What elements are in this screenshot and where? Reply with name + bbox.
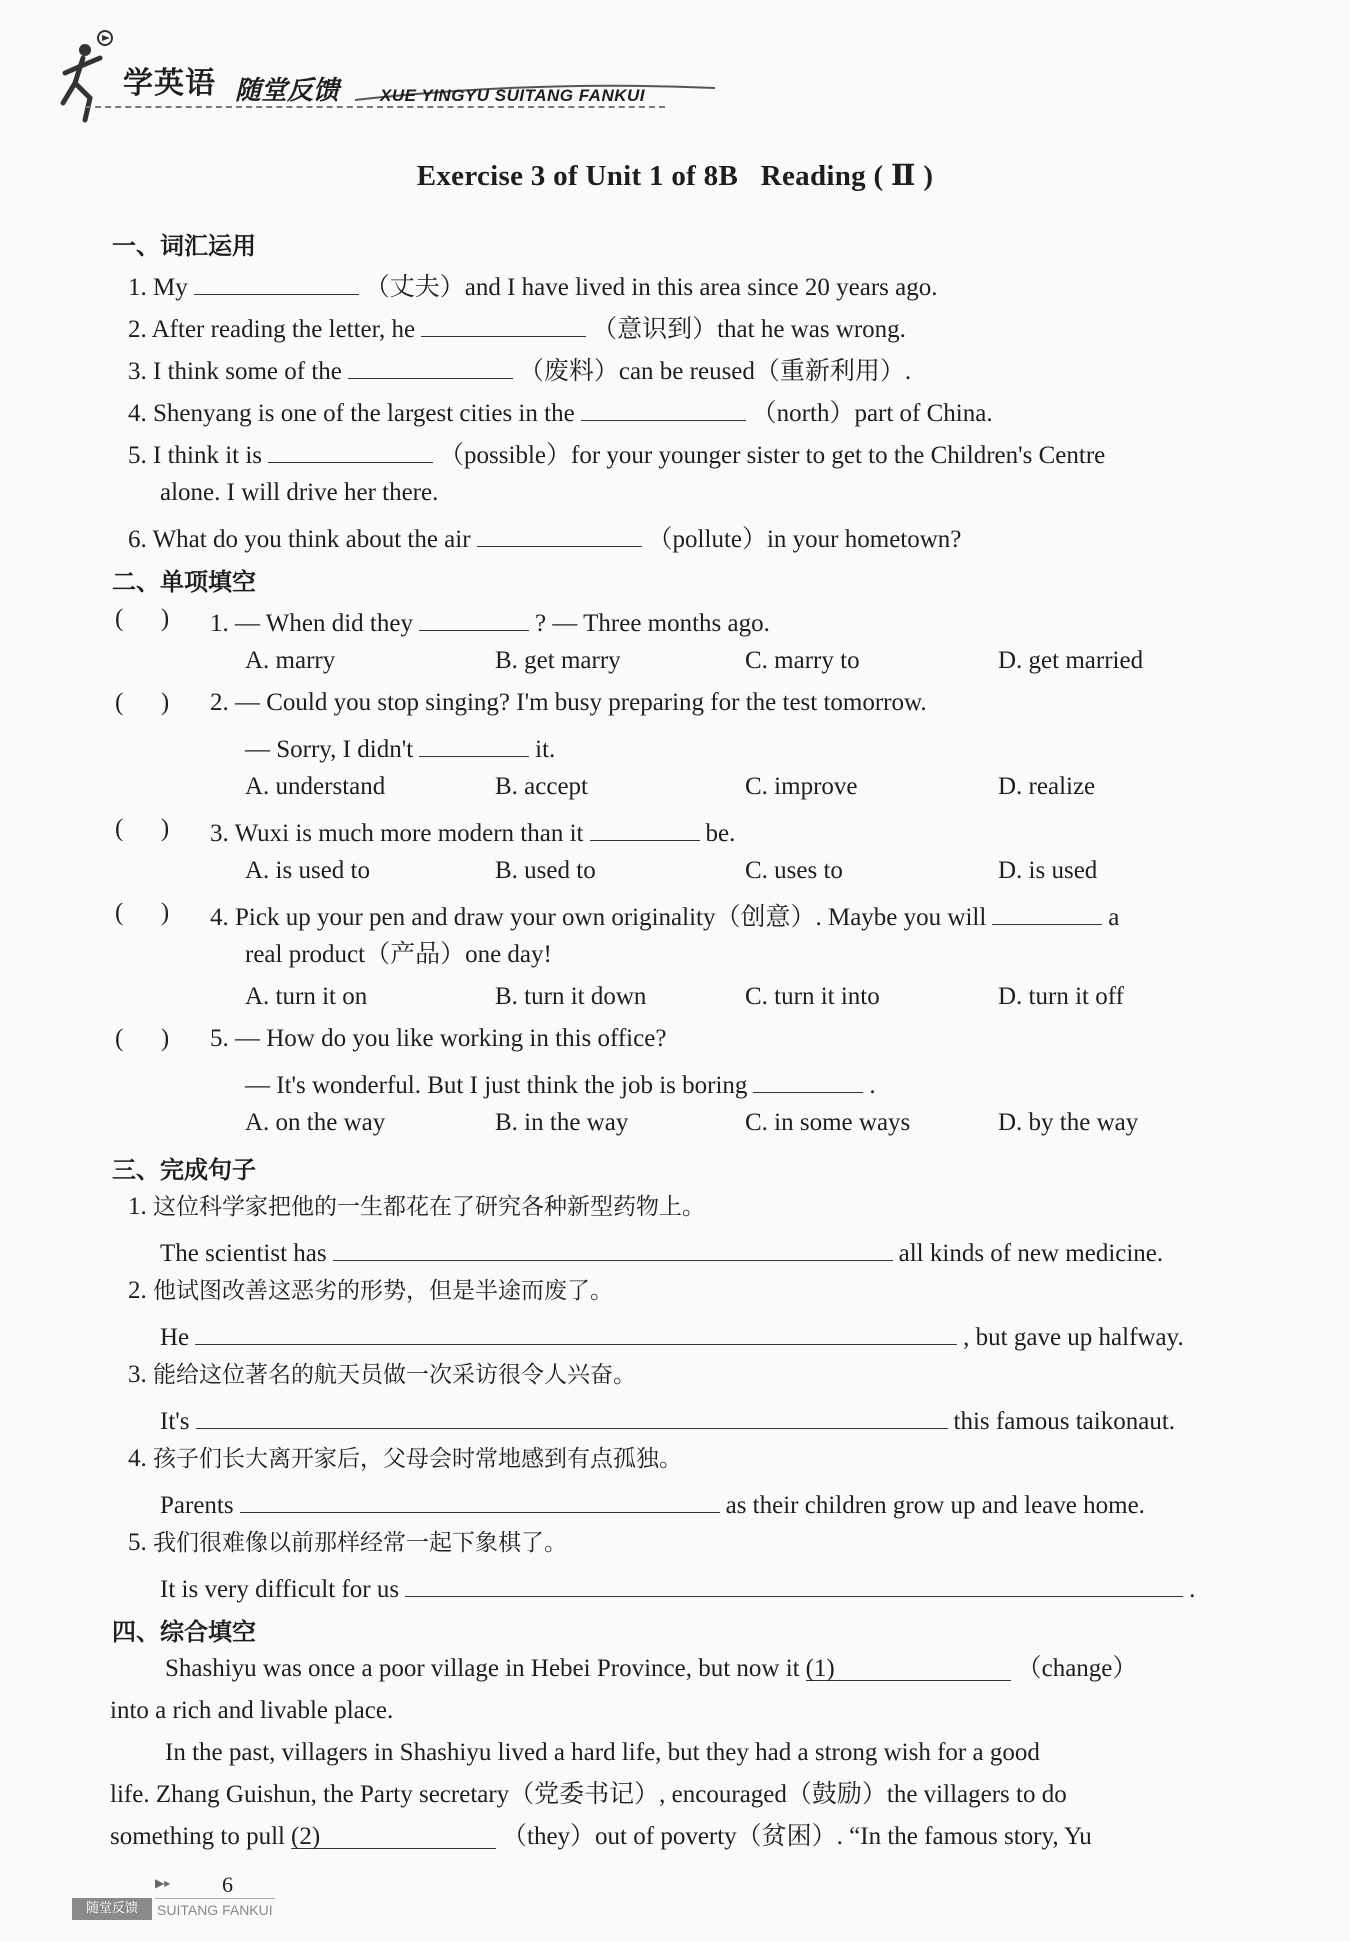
answer-paren[interactable]: ( ) <box>115 689 170 716</box>
sentence-3-chinese: 3. 能给这位著名的航天员做一次采访很令人兴奋。 <box>128 1361 636 1388</box>
passage-line-3: In the past, villagers in Shashiyu lived a hard life, but they had a strong wish for a good <box>165 1739 1040 1766</box>
sentence-3-english: It's this famous taikonaut. <box>160 1402 1175 1437</box>
mc-question-2: 2. — Could you stop singing? I'm busy preparing for the test tomorrow. <box>210 689 927 716</box>
answer-blank[interactable] <box>581 394 746 421</box>
answer-paren[interactable]: ( ) <box>115 815 170 842</box>
cloze-blank-1[interactable]: (1) <box>806 1654 1011 1681</box>
vocab-item-1: 1. My （丈夫）and I have lived in this area since 20 years ago. <box>128 268 937 303</box>
mc-question-5: 5. — How do you like working in this office? <box>210 1025 667 1052</box>
footer-rule <box>155 1898 275 1899</box>
vocab-item-6: 6. What do you think about the air （pollute）in your hometown? <box>128 520 961 555</box>
sentence-2-english: He , but gave up halfway. <box>160 1318 1184 1353</box>
mc-5-option-d[interactable]: D. by the way <box>998 1109 1139 1136</box>
sentence-5-english: It is very difficult for us . <box>160 1570 1195 1605</box>
runner-logo-icon <box>55 28 125 123</box>
mc-2-option-d[interactable]: D. realize <box>998 773 1096 800</box>
logo-subtitle: 随堂反馈 <box>235 76 340 106</box>
answer-blank[interactable] <box>240 1486 720 1513</box>
answer-blank <box>992 898 1102 925</box>
page-title: Exercise 3 of Unit 1 of 8B Reading ( Ⅱ ) <box>416 160 934 192</box>
sentence-1-chinese: 1. 这位科学家把他的一生都花在了研究各种新型药物上。 <box>128 1193 705 1220</box>
sentence-4-english: Parents as their children grow up and leave home. <box>160 1486 1145 1521</box>
footer-pinyin: SUITANG FANKUI <box>157 1902 273 1918</box>
sentence-2-chinese: 2. 他试图改善这恶劣的形势，但是半途而废了。 <box>128 1277 613 1304</box>
header-dashed-rule <box>85 106 665 108</box>
mc-question-5-reply: — It's wonderful. But I just think the job is boring . <box>245 1066 876 1101</box>
answer-blank <box>419 730 529 757</box>
sentence-5-chinese: 5. 我们很难像以前那样经常一起下象棋了。 <box>128 1529 567 1556</box>
vocab-item-5: 5. I think it is （possible）for your younger sister to get to the Children's Centre <box>128 436 1105 471</box>
answer-paren[interactable]: ( ) <box>115 1025 170 1052</box>
passage-line-4: life. Zhang Guishun, the Party secretary（党委书记）, encouraged（鼓励）the villagers to do <box>110 1781 1067 1808</box>
mc-5-option-a[interactable]: A. on the way <box>245 1109 386 1136</box>
logo-title: 学英语 <box>123 66 216 101</box>
section-title-multiple-choice: 二、单项填空 <box>112 568 256 596</box>
answer-paren[interactable]: ( ) <box>115 605 170 632</box>
answer-blank[interactable] <box>195 1318 957 1345</box>
mc-2-option-c[interactable]: C. improve <box>745 773 858 800</box>
answer-blank <box>753 1066 863 1093</box>
vocab-item-2: 2. After reading the letter, he （意识到）that he was wrong. <box>128 310 906 345</box>
mc-5-option-b[interactable]: B. in the way <box>495 1109 629 1136</box>
vocab-item-3: 3. I think some of the （废料）can be reused（重新利用）. <box>128 352 911 387</box>
mc-question-4-continued: real product（产品）one day! <box>245 941 552 968</box>
mc-3-option-d[interactable]: D. is used <box>998 857 1098 884</box>
answer-paren[interactable]: ( ) <box>115 899 170 926</box>
answer-blank[interactable] <box>268 436 433 463</box>
mc-1-option-b[interactable]: B. get marry <box>495 647 621 674</box>
answer-blank[interactable] <box>194 268 359 295</box>
section-title-cloze: 四、综合填空 <box>112 1618 256 1646</box>
answer-blank[interactable] <box>477 520 642 547</box>
vocab-item-5-continued: alone. I will drive her there. <box>160 479 439 506</box>
header <box>55 28 675 128</box>
passage-line-2: into a rich and livable place. <box>110 1697 394 1724</box>
page-number: 6 <box>222 1872 233 1897</box>
logo-pinyin: XUE YINGYU SUITANG FANKUI <box>380 86 646 105</box>
mc-1-option-c[interactable]: C. marry to <box>745 647 860 674</box>
mc-4-option-a[interactable]: A. turn it on <box>245 983 368 1010</box>
answer-blank[interactable] <box>421 310 586 337</box>
mc-1-option-a[interactable]: A. marry <box>245 647 336 674</box>
mc-2-option-b[interactable]: B. accept <box>495 773 589 800</box>
mc-3-option-c[interactable]: C. uses to <box>745 857 843 884</box>
mc-question-4: 4. Pick up your pen and draw your own originality（创意）. Maybe you will a <box>210 898 1119 933</box>
passage-line-5: something to pull (2) （they）out of poverty（贫困）. “In the famous story, Yu <box>110 1823 1092 1850</box>
mc-question-3: 3. Wuxi is much more modern than it be. <box>210 814 735 849</box>
sentence-1-english: The scientist has all kinds of new medicine. <box>160 1234 1163 1269</box>
answer-blank[interactable] <box>333 1234 893 1261</box>
mc-4-option-c[interactable]: C. turn it into <box>745 983 880 1010</box>
mc-1-option-d[interactable]: D. get married <box>998 647 1144 674</box>
sentence-4-chinese: 4. 孩子们长大离开家后，父母会时常地感到有点孤独。 <box>128 1445 682 1472</box>
mc-4-option-b[interactable]: B. turn it down <box>495 983 647 1010</box>
mc-3-option-a[interactable]: A. is used to <box>245 857 370 884</box>
mc-3-option-b[interactable]: B. used to <box>495 857 596 884</box>
section-title-complete-sentences: 三、完成句子 <box>112 1156 256 1184</box>
answer-blank <box>419 604 529 631</box>
answer-blank[interactable] <box>405 1570 1183 1597</box>
answer-blank[interactable] <box>348 352 513 379</box>
answer-blank <box>590 814 700 841</box>
mc-2-option-a[interactable]: A. understand <box>245 773 386 800</box>
double-arrow-icon: ▶▸ <box>155 1876 171 1890</box>
footer-label: 随堂反馈 <box>72 1898 152 1920</box>
passage-line-1: Shashiyu was once a poor village in Hebei Province, but now it (1) （change） <box>165 1655 1138 1682</box>
vocab-item-4: 4. Shenyang is one of the largest cities in the （north）part of China. <box>128 394 993 429</box>
section-title-vocab: 一、词汇运用 <box>112 232 256 260</box>
answer-blank[interactable] <box>196 1402 948 1429</box>
mc-5-option-c[interactable]: C. in some ways <box>745 1109 911 1136</box>
mc-question-2-reply: — Sorry, I didn't it. <box>245 730 555 765</box>
mc-4-option-d[interactable]: D. turn it off <box>998 983 1124 1010</box>
cloze-blank-2[interactable]: (2) <box>291 1822 496 1849</box>
mc-question-1: 1. — When did they ? — Three months ago. <box>210 604 770 639</box>
